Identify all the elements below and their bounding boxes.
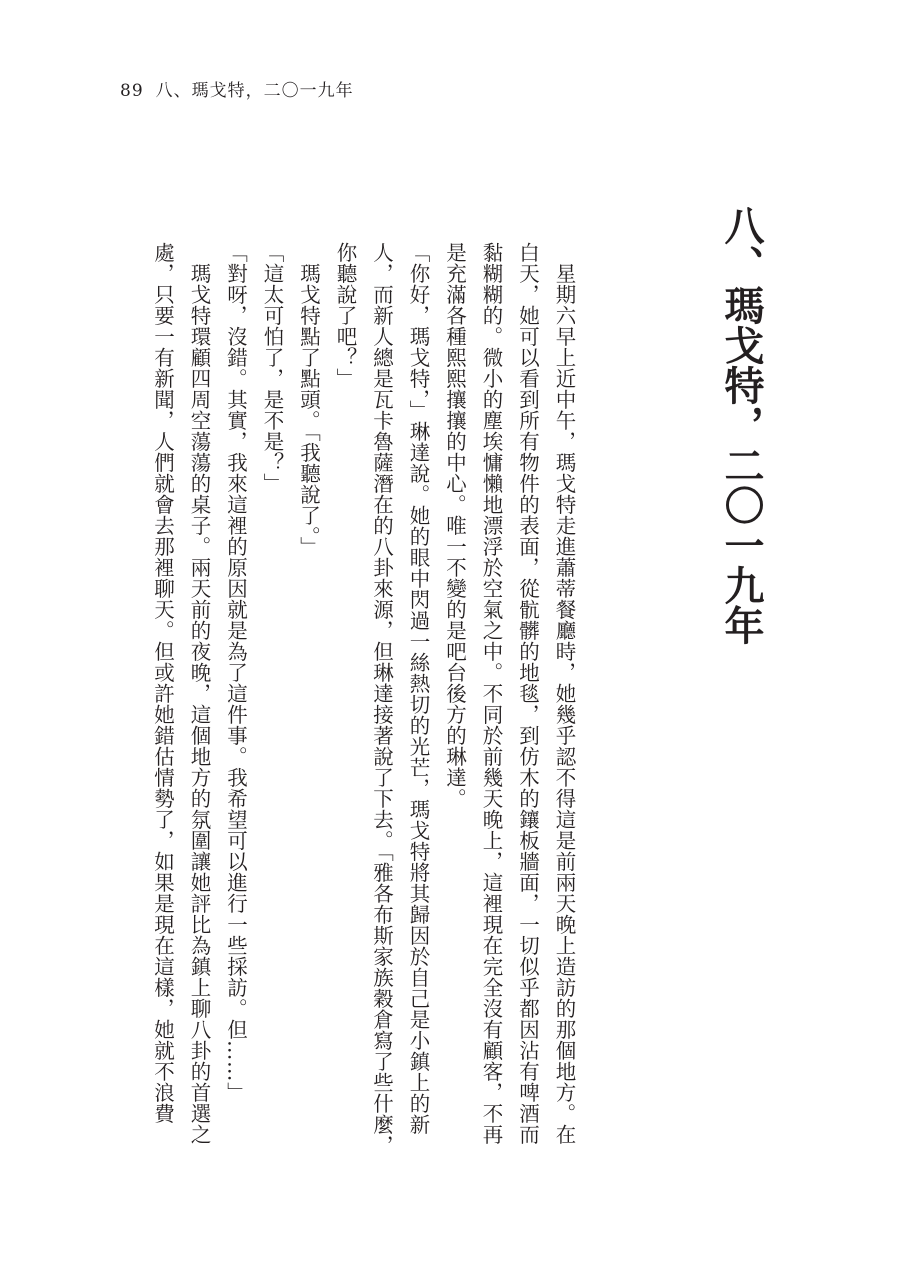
paragraph: 瑪戈特點了點頭。「我聽說了。」 <box>296 262 321 557</box>
body-text <box>112 242 582 1162</box>
paragraph: 「這太可怕了，是不是？」 <box>260 242 284 494</box>
running-title: 八、瑪戈特，二〇一九年 <box>155 81 354 101</box>
page-number: 89 <box>120 81 144 101</box>
running-header <box>120 76 354 101</box>
paragraph: 星期六早上近中午，瑪戈特走進蕭蒂餐廳時，她幾乎認不得這是前兩天晚上造訪的那個地方。在白天，她可以看到所有物件的表面，從骯髒的地毯，到仿木的鑲板牆面，一切似乎都因沾有啤酒而黏糊糊的。微小的塵埃慵懶地漂浮於空氣之中。不同於前幾天晚上，這裡現在完全沒有顧客，不再是充滿各種熙熙攘攘的中心。唯一不變的是吧台後方的琳達。 <box>442 242 576 1145</box>
paragraph: 「你好，瑪戈特，」琳達說。她的眼中閃過一絲熱切的光芒，瑪戈特將其歸因於自己是小鎮上的新人，而新人總是瓦卡魯薩潛在的八卦來源，但琳達接著說了下去。「雅各布斯家族穀倉寫了些什麼，你聽說了吧？」 <box>333 242 430 1156</box>
paragraph: 「對呀，沒錯。其實，我來這裡的原因就是為了這件事。我希望可以進行一些採訪。但……」 <box>223 242 248 1103</box>
paragraph: 瑪戈特環顧四周空蕩蕩的桌子。兩天前的夜晚，這個地方的氛圍讓她評比為鎮上聊八卦的首選之處，只要一有新聞，人們就會去那裡聊天。但或許她錯估情勢了，如果是現在這樣，她就不浪費 <box>150 242 211 1145</box>
chapter-title: 八、瑪戈特，二〇一九年 <box>718 205 764 645</box>
